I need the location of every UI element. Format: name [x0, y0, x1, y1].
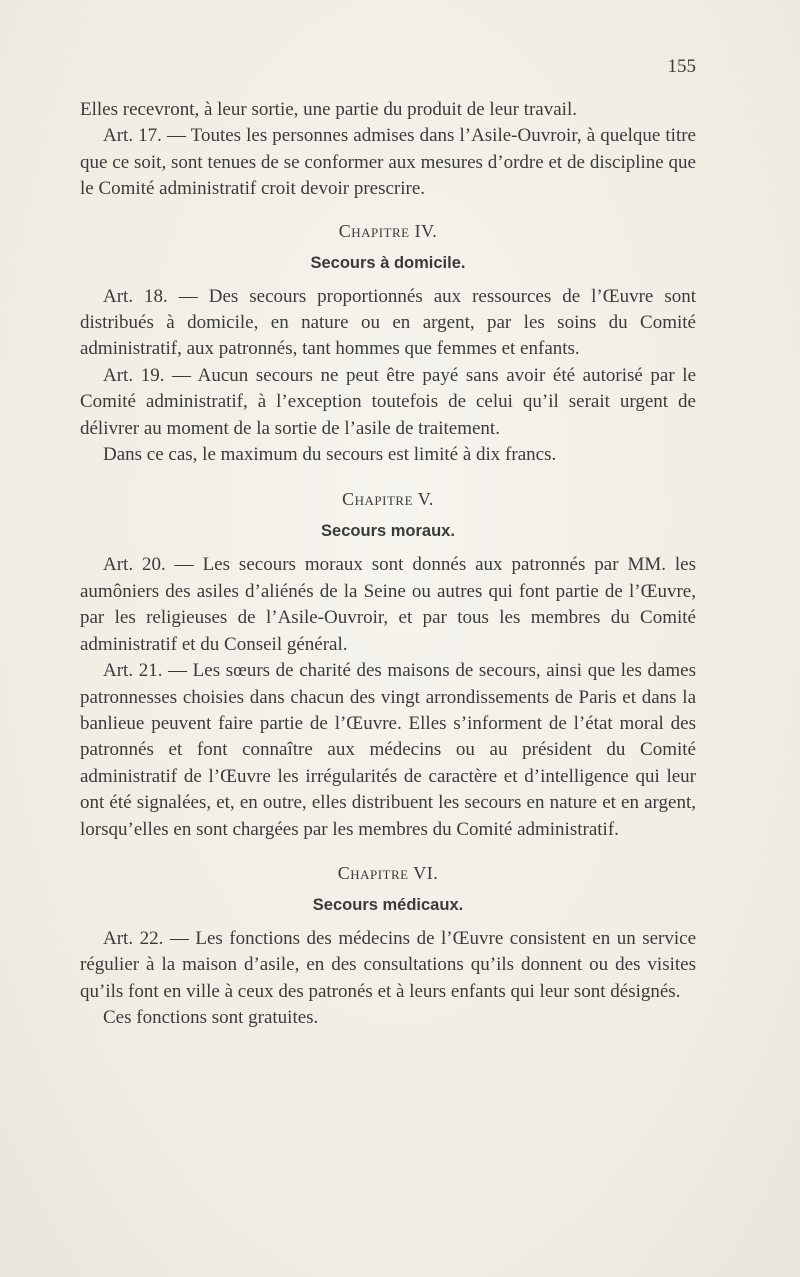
paragraph-fonctions-gratuites: Ces fonctions sont gratuites. — [103, 1007, 319, 1029]
paragraph-maximum-secours: Dans ce cas, le maximum du secours est limité à dix francs. — [103, 444, 557, 466]
chapter-heading-vi: Chapitre VI. — [337, 862, 439, 883]
section-title-secours-moraux: Secours moraux. — [321, 522, 455, 541]
paragraph-art-18: Art. 18. — Des secours proportionnés aux ressources de l’Œuvre sont distribués à domicile, en nature ou en argent, par les soins du Comité administratif, aux patronnés, tant hommes que femmes et enfants. — [80, 285, 696, 360]
section-title-secours-a-domicile: Secours à domicile. — [310, 253, 466, 272]
paragraph-art-22: Art. 22. — Les fonctions des médecins de l’Œuvre consistent en un service régulier à la maison d’asile, en des consultations qu’ils donnent ou des visites qu’ils font en ville à ceux des patronés et à leurs enfants qui leur sont désignés. — [80, 927, 696, 1002]
section-title-secours-medicaux: Secours médicaux. — [312, 895, 464, 914]
chapter-heading-v: Chapitre V. — [342, 489, 434, 510]
paragraph-art-17: Art. 17. — Toutes les personnes admises dans l’Asile-Ouvroir, à quelque titre que ce soit, sont tenues de se conformer aux mesures d’ordre et de discipline que le Comité administratif croit devoir prescrire. — [80, 125, 696, 200]
paragraph-sortie: Elles recevront, à leur sortie, une partie du produit de leur travail. — [80, 99, 577, 120]
paragraph-art-21: Art. 21. — Les sœurs de charité des maisons de secours, ainsi que les dames patronnesses choisies dans chacun des vingt arrondissements de Paris et dans la banlieue peuvent faire partie de l’Œuvre. Elles s’informent de l’état moral des patronnés et font connaître aux médecins ou au président du Comité administratif de l’Œuvre les irrégularités de caractère et d’intelligence qui leur ont été signalées, et, en outre, elles distribuent les secours en nature et en argent, lorsqu’elles en sont chargées par les membres du Comité administratif. — [80, 660, 696, 840]
paragraph-art-19: Art. 19. — Aucun secours ne peut être payé sans avoir été autorisé par le Comité administratif, à l’exception toutefois de celui qu’il serait urgent de délivrer au moment de la sortie de l’asile de traitement. — [80, 364, 696, 439]
page-number: 155 — [667, 56, 696, 77]
chapter-heading-iv: Chapitre IV. — [338, 220, 438, 241]
paragraph-art-20: Art. 20. — Les secours moraux sont donnés aux patronnés par MM. les aumôniers des asiles d’aliénés de la Seine ou autres qui font partie de l’Œuvre, par les religieuses de l’Asile-Ouvroir, et par tous les membres du Comité administratif et du Conseil général. — [80, 554, 696, 655]
page — [80, 52, 696, 1032]
